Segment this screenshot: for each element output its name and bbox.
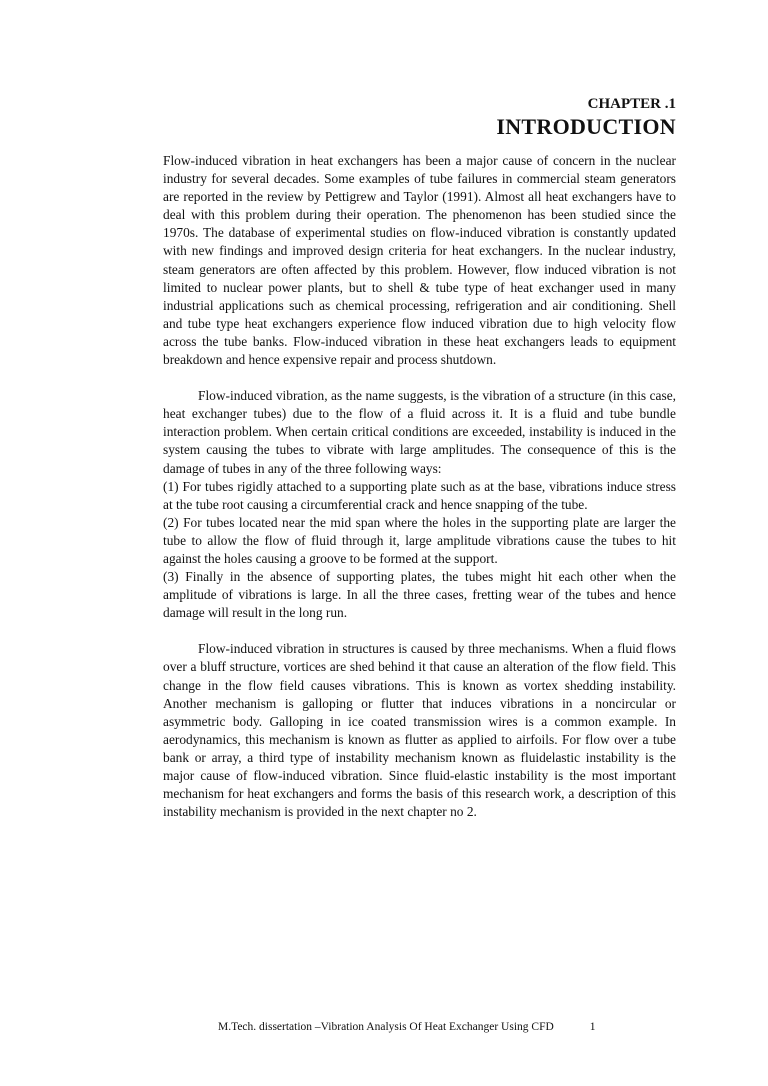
chapter-header: [496, 95, 676, 141]
page-title: INTRODUCTION: [496, 114, 676, 139]
chapter-label: CHAPTER .1: [587, 96, 676, 112]
paragraph-2: Flow-induced vibration, as the name suggests, is the vibration of a structure (in this case, heat exchanger tubes) due to the flow of a fluid across it. It is a fluid and tube bundle interaction problem. When certain critical conditions are exceeded, instability is induced in the system causing the tubes to vibrate with large amplitudes. The consequence of this is the damage of tubes in any of the three following ways:: [163, 388, 676, 476]
paragraph-3: Flow-induced vibration in structures is caused by three mechanisms. When a fluid flows over a bluff structure, vortices are shed behind it that cause an alteration of the flow field. This change in the flow field causes vibrations. This is known as vortex shedding instability. Another mechanism is galloping or flutter that induces vibrations in a noncircular or asymmetric body. Galloping in ice coated transmission wires is a common example. In aerodynamics, this mechanism is known as flutter as applied to airfoils. For flow over a tube bank or array, a third type of instability mechanism known as fluidelastic instability is the major cause of flow-induced vibration. Since fluid-elastic instability is the most important mechanism for heat exchangers and forms the basis of this research work, a description of this instability mechanism is provided in the next chapter no 2.: [163, 641, 676, 820]
page-number: 1: [589, 1021, 596, 1033]
list-item-1: (1) For tubes rigidly attached to a supporting plate such as at the base, vibrations induce stress at the tube root causing a circumferential crack and hence snapping of the tube.: [163, 478, 676, 512]
list-item-3: (3) Finally in the absence of supporting plates, the tubes might hit each other when the amplitude of vibrations is large. In all the three cases, fretting wear of the tubes and hence damage will result in the long run.: [163, 569, 676, 621]
list-item-2: (2) For tubes located near the mid span where the holes in the supporting plate are larger the tube to allow the flow of fluid through it, large amplitude vibrations cause the tubes to hit against the holes causing a groove to be formed at the support.: [163, 514, 676, 566]
footer-text: M.Tech. dissertation –Vibration Analysis Of Heat Exchanger Using CFD: [218, 1021, 554, 1033]
page-footer: [218, 1020, 596, 1034]
body-text: [163, 152, 676, 821]
paragraph-1: Flow-induced vibration in heat exchangers has been a major cause of concern in the nuclear industry for several decades. Some examples of tube failures in commercial steam generators are reported in the review by Pettigrew and Taylor (1991). Almost all heat exchangers have to deal with this problem during their operation. The phenomenon has been studied since the 1970s. The database of experimental studies on flow-induced vibration is constantly updated with new findings and improved design criteria for heat exchangers. In the nuclear industry, steam generators are often affected by this problem. However, flow induced vibration is not limited to nuclear power plants, but to shell & tube type of heat exchanger used in many industrial applications such as chemical processing, refrigeration and air conditioning. Shell and tube type heat exchangers experience flow induced vibration due to high velocity flow across the tube banks. Flow-induced vibration in these heat exchangers leads to equipment breakdown and hence expensive repair and process shutdown.: [163, 153, 676, 368]
